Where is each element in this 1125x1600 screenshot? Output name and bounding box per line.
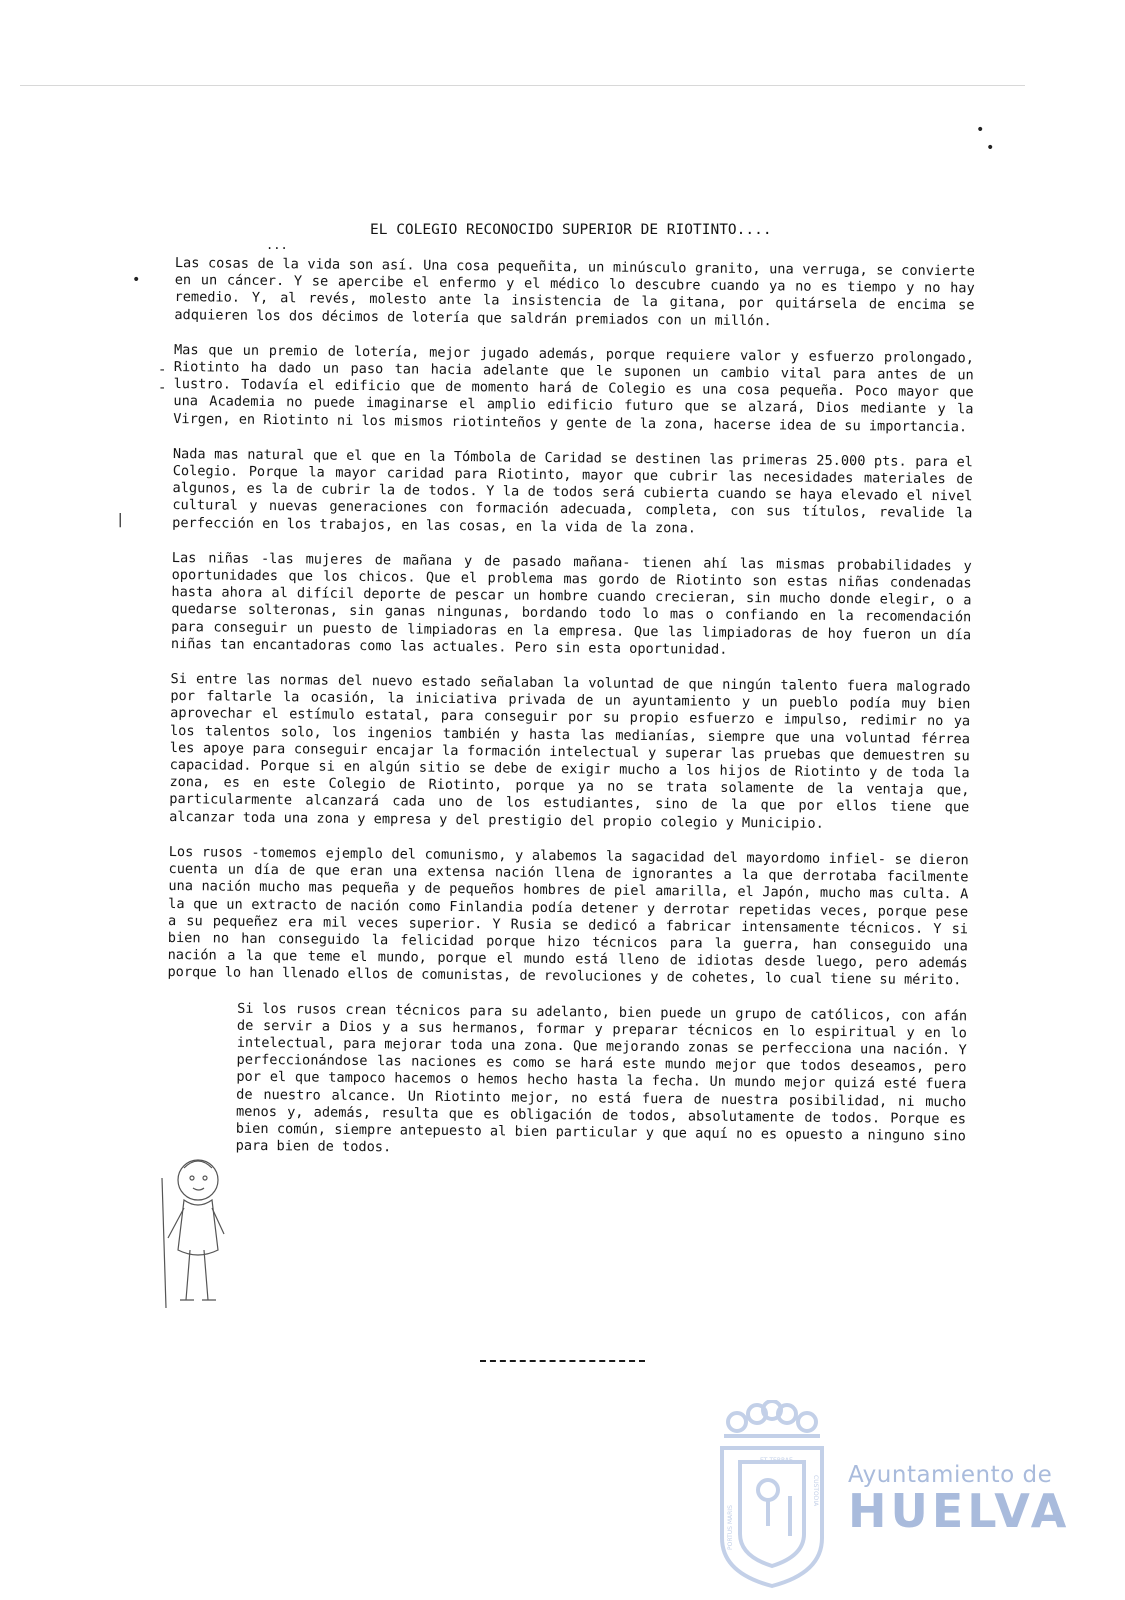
seal-text-right: CUSTODIA bbox=[812, 1475, 819, 1507]
document-title: EL COLEGIO RECONOCIDO SUPERIOR DE RIOTINTO.... bbox=[370, 222, 772, 238]
watermark-line2: HUELVA bbox=[848, 1484, 1071, 1538]
title-dots: ... bbox=[266, 238, 288, 252]
speck-mark: • bbox=[986, 140, 995, 156]
closing-rule bbox=[480, 1360, 645, 1362]
dash-mark: - bbox=[158, 380, 167, 396]
document-body bbox=[165, 255, 975, 1181]
paragraph-5: Si entre las normas del nuevo estado señalaban la voluntad de que ningún talento fuera malogrado por faltarle la ocasión, la iniciativa privada de un ayuntamiento y un pueblo podía muy bien aprovechar el estímulo estatal, para conseguir por su propio esfuerzo e impulso, redimir no ya los talentos solo, los ingenios también y hasta las medianías, siempre que una voluntad férrea les apoye para conseguir encajar la formación intelectual y superar las pruebas que demuestren su capacidad. Porque si en algún sitio se debe de exigir mucho a los hijos de Riotinto y de toda la zona, es en este Colegio de Riotinto, porque ya no se trata solamente de la ventaja que, particularmente alcanzará cada uno de los estudiantes, sino de la que por ellos tiene que alcanzar toda una zona y empresa y del prestigio del propio colegio y Municipio. bbox=[169, 671, 971, 832]
paragraph-7: Si los rusos crean técnicos para su adelanto, bien puede un grupo de católicos, con afán de servir a Dios y a sus hermanos, formar y preparar técnicos en lo espiritual y en lo intelectual, para mejorar toda una zona. Que mejorando zonas se perfecciona una nación. Y perfeccionándose las naciones es como se hará este mundo mejor que todos deseamos, pero por el que tampoco hacemos o hemos hecho hasta la fecha. Un mundo mejor quizá esté fuera de nuestro alcance. Un Riotinto mejor, no está fuera de nuestra posibilidad, ni mucho menos y, además, resulta que es obligación de todos, absolutamente de todos. Porque es bien común, siempre antepuesto al bien particular y que aquí no es opuesto a ninguno sino para bien de todos. bbox=[235, 1000, 968, 1156]
city-seal-icon bbox=[712, 1400, 832, 1590]
watermark-line1: Ayuntamiento de bbox=[848, 1462, 1053, 1488]
paragraph-2: Mas que un premio de lotería, mejor jugado además, porque requiere valor y esfuerzo prolongado, Riotinto ha dado un paso tan hacia adelante que le suponen un cambio vital para antes de un lustro. Todavía el edificio que de momento hará de Colegio es una cosa pequeña. Poco mayor que una Academia no puede imaginarse el amplio edificio futuro que se alzará, Dios mediante y la Virgen, en Riotinto ni los mismos riotinteños y gente de la zona, hacerse idea de su importancia. bbox=[173, 341, 975, 435]
child-drawing-icon bbox=[150, 1148, 240, 1318]
watermark-brand bbox=[848, 1462, 1071, 1538]
speck-mark: • bbox=[132, 272, 141, 288]
dash-mark: - bbox=[158, 362, 167, 378]
seal-text-top: ET TERRAE bbox=[760, 1457, 793, 1464]
speck-mark: • bbox=[976, 122, 985, 138]
seal-text-left: PORTUS MARIS bbox=[727, 1505, 734, 1550]
paragraph-4: Las niñas -las mujeres de mañana y de pasado mañana- tienen ahí las mismas probabilidades y oportunidades que los chicos. Que el problema mas gordo de Riotinto son estas niñas condenadas hasta ahora al difícil deporte de pescar un hombre cuando crecieran, sin mucho donde elegir, o a quedarse solteronas, sin ganas ningunas, bordando todo lo mas o confiando en la recomendación para conseguir un puesto de limpiadoras en la empresa. Que las limpiadoras de hoy fueron un día niñas tan encantadoras como las actuales. Pero sin esta oportunidad. bbox=[170, 549, 972, 658]
bar-mark: | bbox=[116, 512, 125, 528]
paragraph-3: Nada mas natural que el que en la Tómbola de Caridad se destinen las primeras 25.000 pts. para el Colegio. Porque la mayor caridad para Riotinto, mayor que cubrir las necesidades materiales de algunos, es la de cubrir la de todos. Y la de todos será cubierta cuando se haya elevado el nivel cultural y nuevas generaciones con formación adecuada, completa, con sus títulos, revalide la perfección en los trabajos, en las cosas, en la vida de la zona. bbox=[172, 445, 973, 537]
paragraph-6: Los rusos -tomemos ejemplo del comunismo, y alabemos la sagacidad del mayordomo infiel- se dieron cuenta un día de que eran una extensa nación llena de ignorantes a la que derrotaba facilmente una nación mucho mas pequeña y de pequeños hombres de piel amarilla, el Japón, mucho mas culta. A la que un extracto de nación como Finlandia podía detener y derrotar repetidas veces, porque pese a su pequeñez era mil veces superior. Y Rusia se dedicó a fabricar intensamente técnicos. Y si bien no han conseguido la felicidad porque hizo técnicos para la guerra, han conseguido una nación a la que teme el mundo, porque el mundo está lleno de idiotas desde luego, pero además porque lo han llenado ellos de comunistas, de revoluciones y de cohetes, lo cual tiene su mérito. bbox=[167, 843, 969, 989]
paragraph-1: Las cosas de la vida son así. Una cosa pequeñita, un minúsculo granito, una verruga, se convierte en un cáncer. Y se apercibe el enfermo y el médico lo descubre cuando ya no es tiempo y no hay remedio. Y, al revés, molesto ante la insistencia de la gitana, por quitársela de encima se adquieren los dos décimos de lotería que saldrán premiados con un millón. bbox=[174, 255, 975, 329]
